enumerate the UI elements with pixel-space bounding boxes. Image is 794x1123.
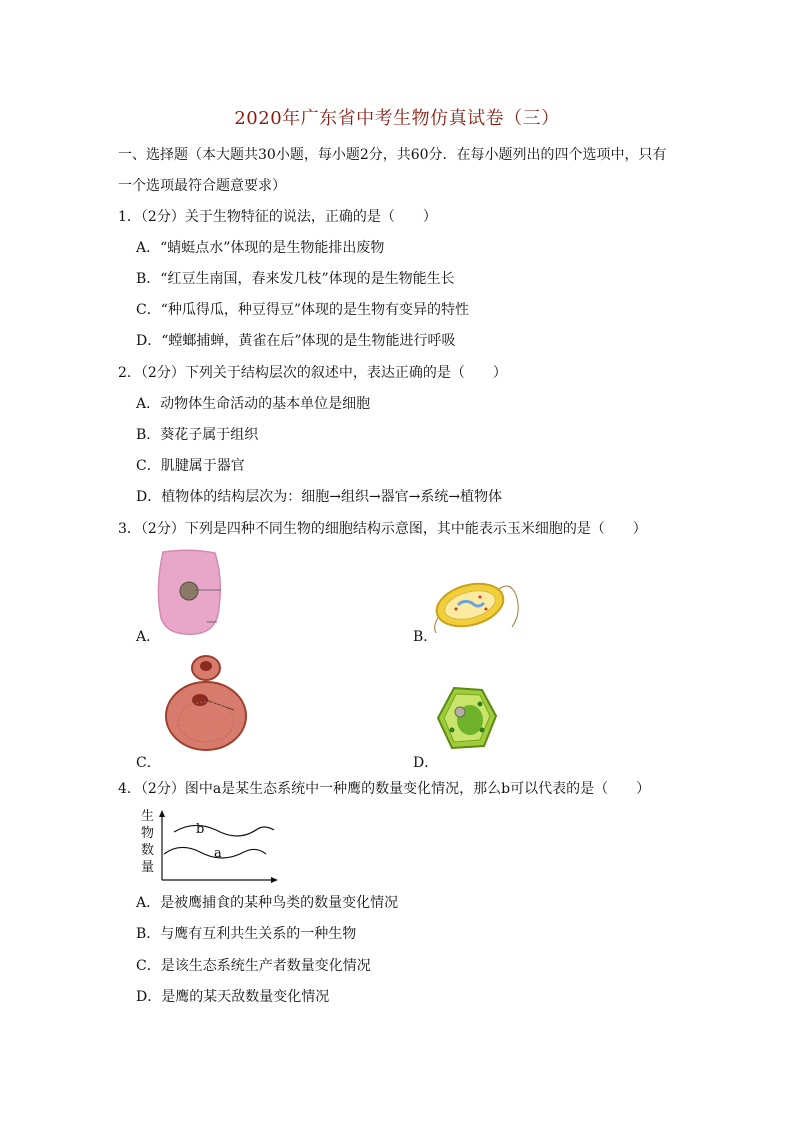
question-2-option-d: D．植物体的结构层次为：细胞→组织→器官→系统→植物体 [136,489,503,505]
question-1-stem: 1．（2分）关于生物特征的说法，正确的是（ ） [118,209,437,225]
graph-x-arrow [271,877,278,883]
question-4-option-c: C．是该生态系统生产者数量变化情况 [136,958,371,974]
question-4-stem: 4．（2分）图中a是某生态系统中一种鹰的数量变化情况，那么b可以代表的是（ ） [118,781,651,797]
question-1-option-a: A．“蜻蜓点水”体现的是生物能排出废物 [136,240,385,256]
curve-a-label: a [214,846,222,861]
curve-b [174,825,274,836]
cell-b-image [430,575,520,635]
question-1-option-b: B．“红豆生南国，春来发几枝”体现的是生物能生长 [136,271,455,287]
question-2-option-b: B．葵花子属于组织 [136,427,259,443]
question-4-option-a: A．是被鹰捕食的某种鸟类的数量变化情况 [136,895,399,911]
cell-b-label: B． [413,629,438,645]
question-1-option-c: C．“种瓜得瓜，种豆得豆”体现的是生物有变异的特性 [136,302,470,318]
cell-c-label: C． [136,755,161,771]
section-heading-line2: 一个选项最符合题意要求） [118,178,286,194]
question-4-option-d: D．是鹰的某天敌数量变化情况 [136,989,330,1005]
question-1-option-d: D．“螳螂捕蝉，黄雀在后”体现的是生物能进行呼吸 [136,333,456,349]
graph-ylabel-char-1: 生 [141,809,155,824]
question-2-stem: 2．（2分）下列关于结构层次的叙述中，表达正确的是（ ） [118,365,507,381]
question-2-option-c: C．肌腱属于器官 [136,458,245,474]
graph-ylabel-char-2: 物 [141,826,155,841]
question-4-option-b: B．与鹰有互利共生关系的一种生物 [136,926,357,942]
cell-d-label: D． [413,755,439,771]
cell-a-image [155,548,225,638]
cell-d-image [436,686,498,750]
cell-a-label: A． [136,629,161,645]
graph-y-axis-label [141,808,157,876]
cell-c-image [160,652,250,752]
exam-title: 2020年广东省中考生物仿真试卷（三） [234,108,560,129]
curve-b-label: b [196,822,205,837]
section-heading-line1: 一、选择题（本大题共30小题，每小题2分，共60分．在每小题列出的四个选项中，只有 [118,147,667,163]
question-2-option-a: A．动物体生命活动的基本单位是细胞 [136,396,371,412]
question-3-stem: 3．（2分）下列是四种不同生物的细胞结构示意图，其中能表示玉米细胞的是（ ） [118,521,647,537]
graph-ylabel-char-3: 数 [141,843,155,858]
graph-y-arrow [159,810,165,817]
graph-ylabel-char-4: 量 [141,860,155,875]
